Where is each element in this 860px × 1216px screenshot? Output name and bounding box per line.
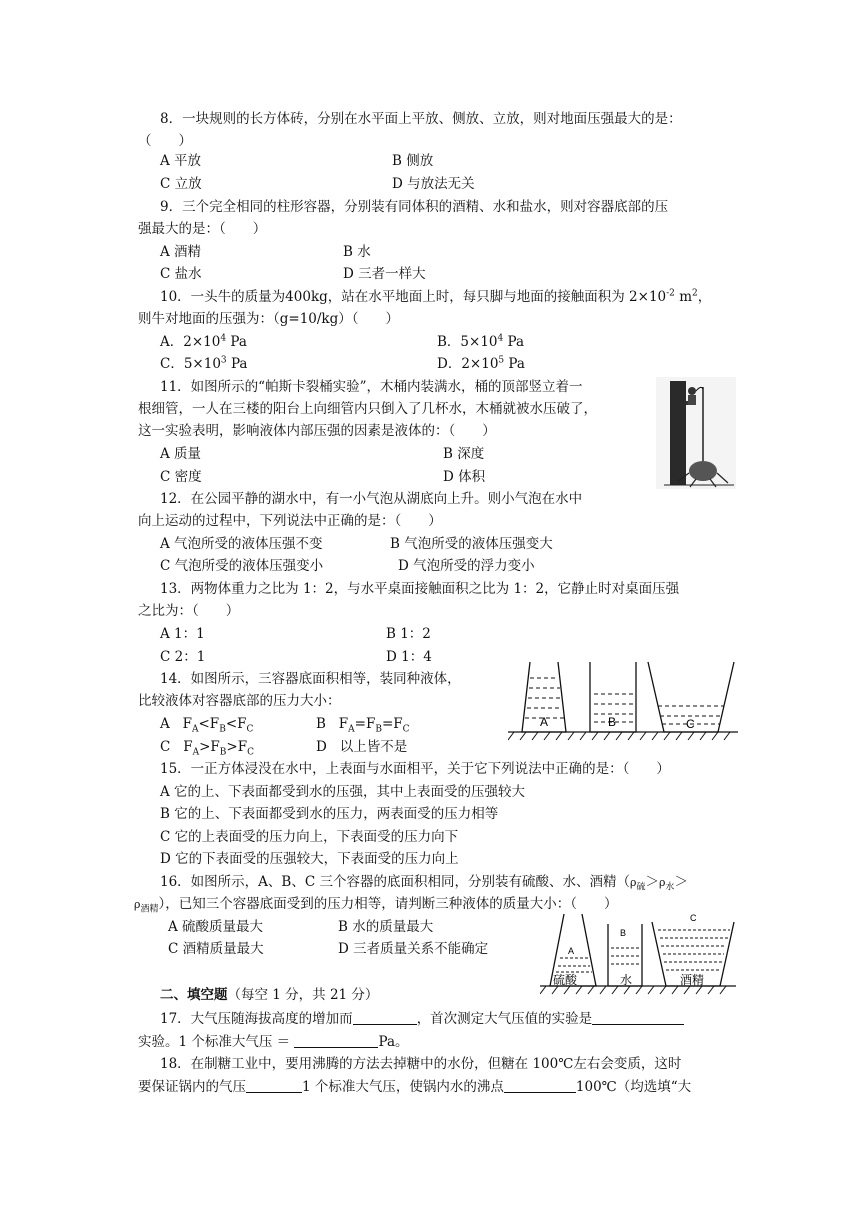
- q11-stem-line1: 11．如图所示的“帕斯卡裂桶实验”，木桶内装满水，桶的顶部竖立着一: [160, 379, 583, 395]
- q14-label-a: A: [540, 715, 549, 729]
- q14-container-c: [648, 662, 734, 732]
- q11-option-b: B 深度: [443, 446, 485, 462]
- q14-option-a: A $F_A<F_B<F_C$: [160, 716, 254, 735]
- section-2-note: （每空 1 分，共 21 分）: [227, 987, 379, 1003]
- q8-option-a: A 平放: [160, 153, 202, 169]
- q12-option-c: C 气泡所受的液体压强变小: [160, 558, 324, 574]
- q16-containers-figure: [540, 912, 736, 998]
- q18-line1: 18．在制糖工业中，要用沸腾的方法去掉糖中的水份，但糖在 100℃左右会变质，这时: [160, 1056, 682, 1072]
- q16-label-a: A: [568, 946, 575, 956]
- q11-stem-line2: 根细管，一人在三楼的阳台上向细管内只倒入了几杯水，木桶就被水压破了，: [138, 401, 597, 417]
- q14-container-a: [522, 662, 566, 732]
- q17-blank-3[interactable]: [294, 1033, 378, 1048]
- q13-stem-line2: 之比为：（ ）: [138, 603, 240, 619]
- q14-ground-hatch: [508, 732, 730, 740]
- person-body: [688, 395, 696, 405]
- q16-stem-line2: $\rho_{酒精}$），已知三个容器底面受到的压力相等，请判断三种液体的质量大小：（ ）: [134, 896, 618, 915]
- q16-option-a: A 硫酸质量最大: [168, 919, 264, 935]
- q16-option-d: D 三者质量关系不能确定: [338, 941, 489, 957]
- q10-option-c: C．$5\times 10^3$ Pa: [160, 355, 248, 372]
- q9-option-c: C 盐水: [160, 266, 202, 282]
- q16-option-c: C 酒精质量最大: [168, 941, 264, 957]
- q8-option-d: D 与放法无关: [392, 176, 475, 192]
- q11-stem-line3: 这一实验表明，影响液体内部压强的因素是液体的：（ ）: [138, 423, 496, 439]
- q10-stem-line1: 10．一头牛的质量为400kg，站在水平地面上时，每只脚与地面的接触面积为 $2\times 10^{-2}$ $m^2$，: [160, 288, 712, 305]
- q18-blank-2[interactable]: [504, 1078, 576, 1093]
- q12-option-d: D 气泡所受的浮力变小: [398, 558, 535, 574]
- q16-container-b: [608, 924, 642, 987]
- q10-option-d: D．$2\times 10^5$ Pa: [437, 355, 525, 372]
- q11-option-d: D 体积: [443, 469, 486, 485]
- q8-stem-line2: （ ）: [138, 133, 192, 149]
- section-2-heading: [160, 986, 378, 1004]
- q18-line2: 要保证锅内的气压 1 个标准大气压，使锅内水的沸点 100℃（均选填“大: [138, 1079, 692, 1095]
- q11-option-a: A 质量: [160, 446, 202, 462]
- pascal-barrel-figure: [656, 377, 736, 489]
- q16-liquid-c: 酒精: [680, 973, 705, 987]
- q16-liquid-b: 水: [620, 973, 633, 987]
- q14-option-b: B $F_A=F_B=F_C$: [316, 716, 410, 735]
- q10-option-a: A．$2\times 10^4$ Pa: [160, 333, 247, 350]
- q12-stem-line1: 12．在公园平静的湖水中，有一小气泡从湖底向上升。则小气泡在水中: [160, 491, 583, 507]
- q14-label-c: C: [686, 717, 695, 731]
- q15-option-c: C 它的上表面受的压力向上，下表面受的压力向下: [160, 829, 459, 845]
- section-2-title: 二、填空题: [160, 987, 228, 1003]
- q14-stem-line2: 比较液体对容器底部的压力大小：: [138, 693, 341, 709]
- q9-option-d: D 三者一样大: [343, 266, 426, 282]
- q15-option-a: A 它的上、下表面都受到水的压强，其中上表面受的压强较大: [160, 784, 526, 800]
- q9-option-a: A 酒精: [160, 244, 202, 260]
- q14-label-b: B: [608, 715, 617, 729]
- q14-stem-line1: 14．如图所示，三容器底面积相等，装同种液体，: [160, 671, 461, 687]
- q9-stem-line1: 9．三个完全相同的柱形容器，分别装有同体积的酒精、水和盐水，则对容器底部的压: [160, 199, 669, 215]
- q15-option-b: B 它的上、下表面都受到水的压力，两表面受的压力相等: [160, 806, 499, 822]
- q16-stem-line1: 16．如图所示，A、B、C 三个容器的底面积相同，分别装有硫酸、水、酒精（$\rho_硫>\rho_水>$: [160, 874, 688, 893]
- q14-containers-figure: [508, 656, 738, 746]
- q8-option-b: B 侧放: [392, 153, 434, 169]
- q12-stem-line2: 向上运动的过程中，下列说法中正确的是：（ ）: [138, 513, 442, 529]
- q14-option-c: C $F_A>F_B>F_C$: [160, 739, 254, 758]
- q14-container-b: [590, 662, 636, 732]
- q14-option-d: D 以上皆不是: [316, 739, 408, 755]
- q16-option-b: B 水的质量最大: [338, 919, 434, 935]
- q13-stem-line1: 13．两物体重力之比为 1：2，与水平桌面接触面积之比为 1：2，它静止时对桌面压强: [160, 581, 680, 597]
- q9-stem-line2: 强最大的是：（ ）: [138, 221, 267, 237]
- barrel: [689, 461, 717, 481]
- q13-option-b: B 1：2: [386, 626, 431, 642]
- q11-option-c: C 密度: [160, 469, 202, 485]
- q16-container-c: [652, 913, 734, 987]
- q15-option-d: D 它的下表面受的压强较大，下表面受的压力向上: [160, 851, 459, 867]
- q18-blank-1[interactable]: [246, 1078, 302, 1093]
- q13-option-c: C 2：1: [160, 649, 206, 665]
- q13-option-a: A 1：1: [160, 626, 205, 642]
- q17-line1: 17．大气压随海拔高度的增加而 ，首次测定大气压值的实验是: [160, 1010, 684, 1028]
- person-head: [688, 387, 696, 395]
- q16-label-c: C: [690, 913, 697, 923]
- q17-line2: 实验。1 个标准大气压 ＝ Pa。: [138, 1034, 409, 1050]
- q16-container-a: [550, 914, 596, 987]
- q16-ground-hatch: [540, 986, 726, 994]
- building-wall: [670, 381, 686, 485]
- q10-option-b: B．$5\times 10^4$ Pa: [437, 333, 525, 350]
- q16-label-b: B: [620, 928, 627, 938]
- q16-liquid-a: 硫酸: [553, 973, 578, 987]
- q12-option-b: B 气泡所受的液体压强变大: [390, 536, 553, 552]
- q15-stem-line1: 15．一正方体浸没在水中，上表面与水面相平，关于它下列说法中正确的是：（ ）: [160, 761, 670, 777]
- q17-blank-2[interactable]: [592, 1010, 684, 1025]
- q17-blank-1[interactable]: [353, 1010, 417, 1025]
- q10-stem-line2: 则牛对地面的压强为：（g=10/kg）（ ）: [138, 311, 400, 327]
- q8-option-c: C 立放: [160, 176, 202, 192]
- q12-option-a: A 气泡所受的液体压强不变: [160, 536, 323, 552]
- q9-option-b: B 水: [343, 244, 371, 260]
- q13-option-d: D 1：4: [386, 649, 432, 665]
- q8-stem-line1: 8．一块规则的长方体砖，分别在水平面上平放、侧放、立放，则对地面压强最大的是：: [160, 111, 682, 127]
